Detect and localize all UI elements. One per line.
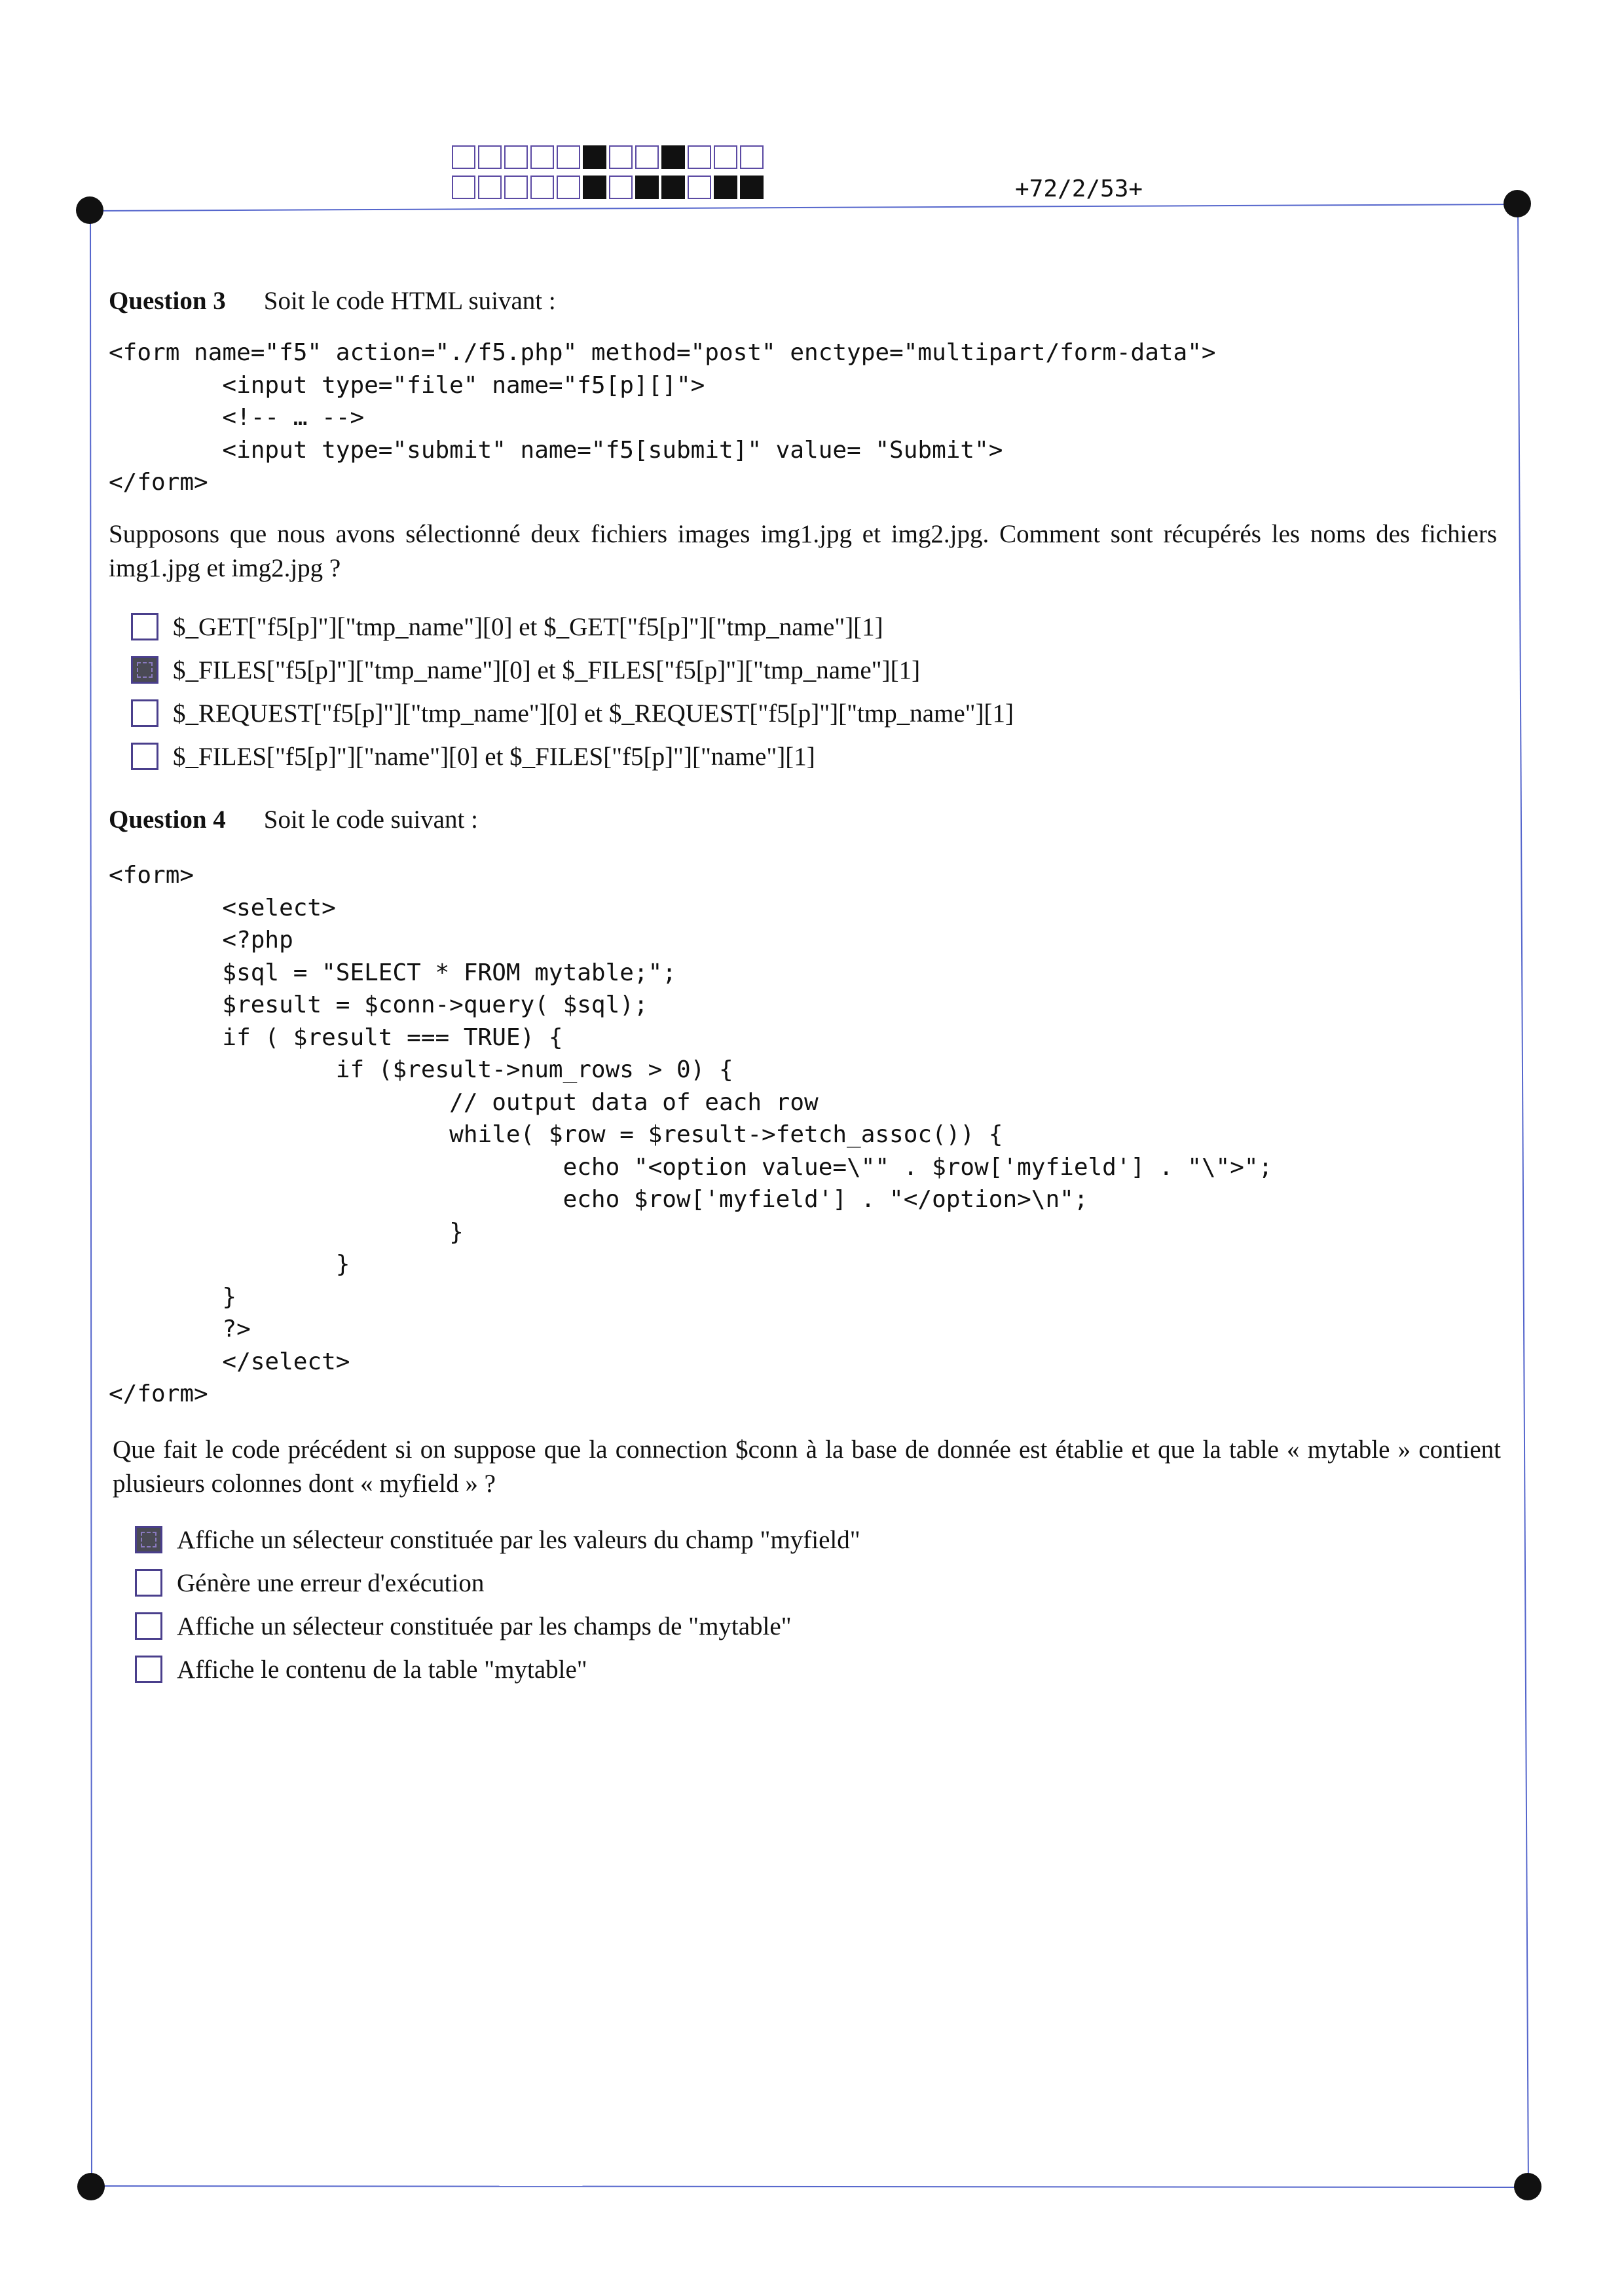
answer-option[interactable] bbox=[131, 735, 1014, 778]
answer-option-text: $_FILES["f5[p]"]["tmp_name"][0] et $_FILES["f5[p]"]["tmp_name"][1] bbox=[173, 656, 921, 684]
code-box bbox=[609, 176, 633, 199]
checkbox[interactable] bbox=[131, 743, 158, 770]
checkbox[interactable] bbox=[135, 1612, 162, 1640]
code-box bbox=[609, 145, 633, 169]
answer-option-text: Affiche le contenu de la table "mytable" bbox=[177, 1655, 587, 1684]
answer-option-text: Affiche un sélecteur constituée par les champs de "mytable" bbox=[177, 1612, 792, 1640]
code-box bbox=[688, 145, 711, 169]
question-4-options bbox=[135, 1518, 860, 1691]
answer-option-text: Génère une erreur d'exécution bbox=[177, 1568, 485, 1597]
code-line: } bbox=[109, 1218, 464, 1246]
corner-mark-bottom-left bbox=[77, 2173, 105, 2200]
code-line: $result = $conn->query( $sql); bbox=[109, 991, 648, 1018]
code-row-1 bbox=[452, 145, 766, 172]
corner-mark-top-left bbox=[76, 196, 103, 224]
code-box bbox=[452, 176, 475, 199]
checkbox[interactable] bbox=[131, 699, 158, 727]
question-4-prompt: Soit le code suivant : bbox=[263, 805, 478, 834]
question-3-code bbox=[109, 337, 1216, 499]
code-box bbox=[740, 176, 764, 199]
question-3-label: Question 3 bbox=[109, 287, 226, 315]
code-box bbox=[583, 176, 606, 199]
question-3-heading bbox=[109, 286, 556, 316]
answer-option[interactable] bbox=[131, 605, 1014, 648]
code-line: </form> bbox=[109, 1380, 208, 1407]
answer-option[interactable] bbox=[131, 692, 1014, 735]
code-box bbox=[688, 176, 711, 199]
answer-option-text: $_REQUEST["f5[p]"]["tmp_name"][0] et $_REQUEST["f5[p]"]["tmp_name"][1] bbox=[173, 699, 1014, 728]
code-box bbox=[714, 176, 737, 199]
code-box bbox=[530, 145, 554, 169]
code-line: <form name="f5" action="./f5.php" method="post" enctype="multipart/form-data"> bbox=[109, 339, 1216, 366]
question-3-text: Supposons que nous avons sélectionné deux fichiers images img1.jpg et img2.jpg. Comment sont récupérés les noms des fichiers img1.jpg et img2.jpg ? bbox=[109, 520, 1497, 582]
code-box bbox=[740, 145, 764, 169]
code-box bbox=[504, 145, 528, 169]
answer-option-text: Affiche un sélecteur constituée par les valeurs du champ "myfield" bbox=[177, 1525, 860, 1554]
checkbox[interactable] bbox=[131, 613, 158, 640]
page-id: +72/2/53+ bbox=[1015, 176, 1143, 202]
checkbox-checked[interactable] bbox=[135, 1526, 162, 1553]
code-line: echo $row['myfield'] . "</option>\n"; bbox=[109, 1186, 1088, 1213]
code-line: while( $row = $result->fetch_assoc()) { bbox=[109, 1121, 1003, 1148]
code-box bbox=[714, 145, 737, 169]
code-line: <select> bbox=[109, 894, 336, 921]
code-line: } bbox=[109, 1251, 350, 1278]
code-line: if ($result->num_rows > 0) { bbox=[109, 1056, 733, 1083]
checkbox[interactable] bbox=[135, 1569, 162, 1597]
checkbox-checked[interactable] bbox=[131, 656, 158, 684]
code-line: $sql = "SELECT * FROM mytable;"; bbox=[109, 959, 676, 986]
checkbox[interactable] bbox=[135, 1656, 162, 1683]
code-line: if ( $result === TRUE) { bbox=[109, 1024, 563, 1051]
question-3-prompt: Soit le code HTML suivant : bbox=[263, 287, 556, 315]
code-box bbox=[478, 176, 502, 199]
question-4-heading bbox=[109, 805, 478, 834]
code-line: } bbox=[109, 1283, 237, 1310]
code-line: ?> bbox=[109, 1316, 251, 1342]
code-line: // output data of each row bbox=[109, 1088, 819, 1116]
answer-option[interactable] bbox=[135, 1604, 860, 1648]
question-4-code bbox=[109, 859, 1272, 1411]
code-box bbox=[530, 176, 554, 199]
code-box bbox=[661, 176, 685, 199]
answer-option[interactable] bbox=[135, 1518, 860, 1561]
code-box bbox=[635, 145, 659, 169]
code-row-2 bbox=[452, 176, 766, 202]
code-line: <input type="file" name="f5[p][]"> bbox=[109, 371, 705, 399]
question-4-text: Que fait le code précédent si on suppose que la connection $conn à la base de donnée est établie et que la table « mytable » contient plusieurs colonnes dont « myfield » ? bbox=[113, 1435, 1501, 1498]
answer-option-text: $_GET["f5[p]"]["tmp_name"][0] et $_GET["f5[p]"]["tmp_name"][1] bbox=[173, 612, 883, 641]
answer-option[interactable] bbox=[135, 1561, 860, 1604]
code-box bbox=[452, 145, 475, 169]
answer-option[interactable] bbox=[135, 1648, 860, 1691]
code-box bbox=[557, 145, 580, 169]
code-line: <?php bbox=[109, 927, 293, 954]
code-box bbox=[504, 176, 528, 199]
question-3-options bbox=[131, 605, 1014, 778]
question-4-label: Question 4 bbox=[109, 805, 226, 834]
binary-code-boxes bbox=[452, 145, 766, 206]
code-line: </form> bbox=[109, 469, 208, 496]
code-box bbox=[557, 176, 580, 199]
code-line: <!-- … --> bbox=[109, 404, 365, 431]
answer-option-text: $_FILES["f5[p]"]["name"][0] et $_FILES["f5[p]"]["name"][1] bbox=[173, 742, 815, 771]
code-line: <input type="submit" name="f5[submit]" value= "Submit"> bbox=[109, 436, 1003, 464]
code-box bbox=[583, 145, 606, 169]
corner-mark-top-right bbox=[1504, 190, 1531, 217]
code-line: echo "<option value=\"" . $row['myfield'] . "\">"; bbox=[109, 1153, 1273, 1181]
corner-mark-bottom-right bbox=[1514, 2173, 1541, 2200]
answer-option[interactable] bbox=[131, 648, 1014, 692]
code-box bbox=[478, 145, 502, 169]
code-box bbox=[661, 145, 685, 169]
code-line: <form> bbox=[109, 862, 194, 889]
code-line: </select> bbox=[109, 1348, 350, 1375]
code-box bbox=[635, 176, 659, 199]
